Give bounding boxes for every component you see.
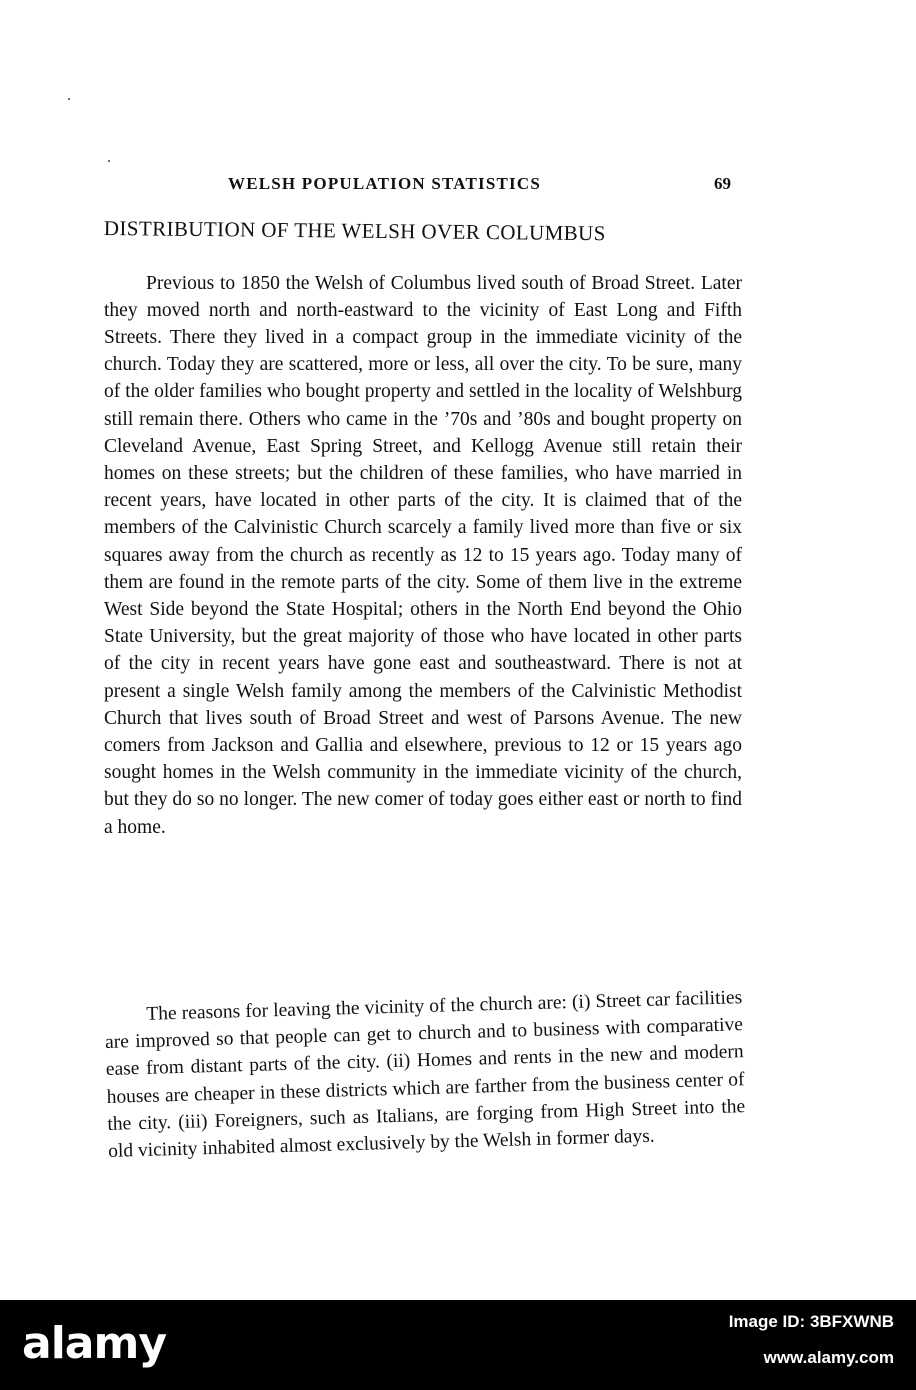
running-header: WELSH POPULATION STATISTICS [228, 174, 541, 193]
section-title: DISTRIBUTION OF THE WELSH OVER COLUMBUS [103, 216, 606, 246]
image-id-label: Image ID: 3BFXWNB [728, 1312, 894, 1331]
page-number: 69 [714, 174, 731, 193]
paragraph-2: The reasons for leaving the vicinity of the church are: (i) Street car facilities are improved so that people can get to church and to business with comparative ease from distant parts of the city. (ii) Homes and rents in the new and modern houses are cheaper in these districts which are farther from the business center of the city. (iii) Foreigners, such as Italians, are forging from High Street into the old vicinity inhabited almost exclusively by the Welsh in former days. [104, 986, 746, 1162]
scan-speck [108, 160, 110, 162]
alamy-logo: alamy [22, 1318, 166, 1369]
site-url-label: www.alamy.com [763, 1348, 894, 1367]
scan-speck [68, 98, 70, 100]
paragraph-1: Previous to 1850 the Welsh of Columbus lived south of Broad Street. Later they moved north and north-eastward to the vicinity of East Long and Fifth Streets. There they lived in a compact group in the immediate vicinity of the church. Today they are scattered, more or less, all over the city. To be sure, many of the older families who bought property and settled in the locality of Welshburg still remain there. Others who came in the ’70s and ’80s and bought property on Cleveland Avenue, East Spring Street, and Kellogg Avenue still retain their homes on these streets; but the children of these families, who have married in recent years, have located in other parts of the city. It is claimed that of the members of the Calvinistic Church scarcely a family lived more than five or six squares away from the church as recently as 12 to 15 years ago. Today many of them are found in the remote parts of the city. Some of them live in the extreme West Side beyond the State Hospital; others in the North End beyond the Ohio State University, but the great majority of those who have located in other parts of the city in recent years have gone east and southeastward. There is not at present a single Welsh family among the members of the Calvinistic Methodist Church that lives south of Broad Street and west of Parsons Avenue. The new comers from Jackson and Gallia and elsewhere, previous to 12 or 15 years ago sought homes in the Welsh community in the immediate vicinity of the church, but they do so no longer. The new comer of today goes either east or north to find a home. [104, 272, 742, 838]
